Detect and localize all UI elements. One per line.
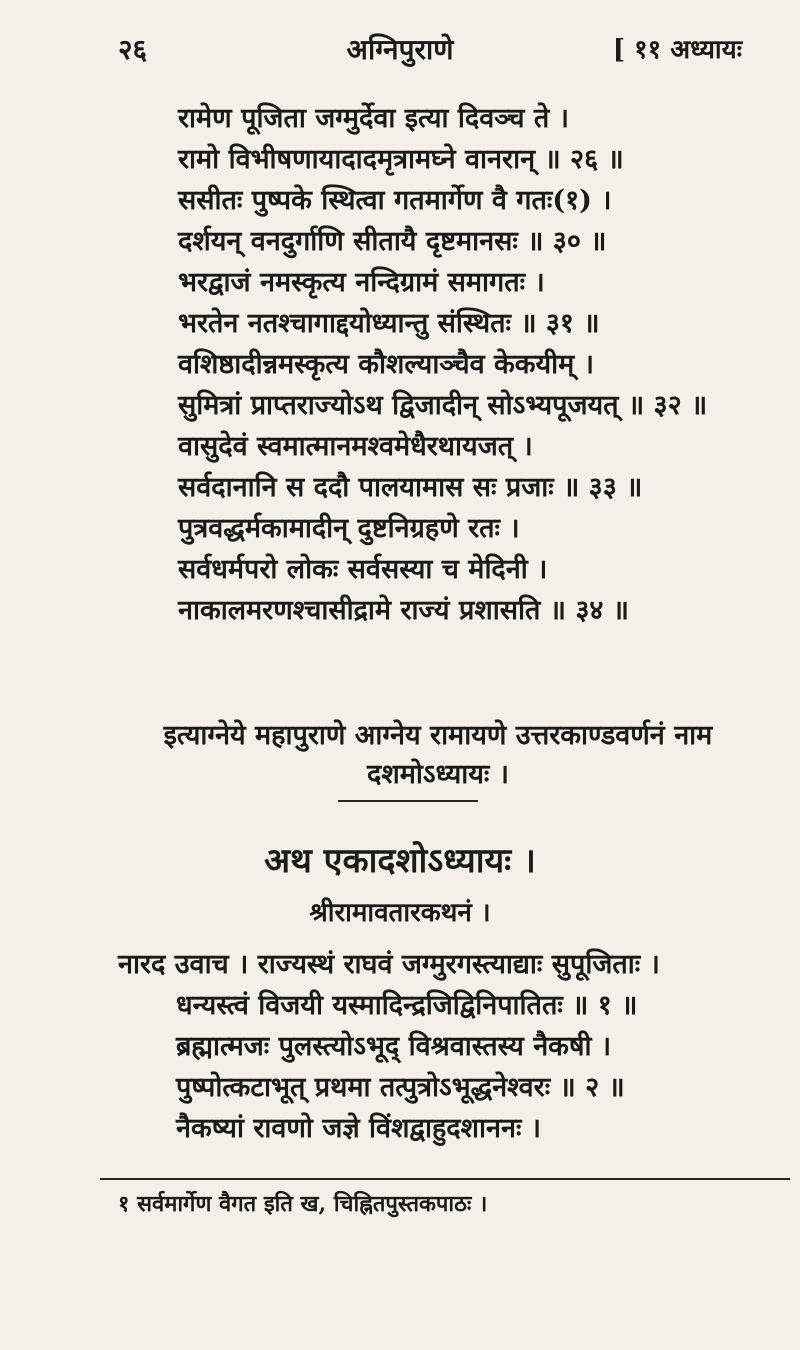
colophon-line: दशमोऽध्यायः । bbox=[367, 759, 509, 790]
chapter-subtitle: श्रीरामावतारकथनं । bbox=[309, 898, 491, 928]
verse-line: ब्रह्मात्मजः पुलस्त्योऽभूद् विश्रवास्तस्य नैकषी । bbox=[176, 1031, 612, 1062]
verse-line: भरद्वाजं नमस्कृत्य नन्दिग्रामं समागतः । bbox=[178, 267, 545, 298]
verse-line: वशिष्ठादीन्नमस्कृत्य कौशल्याञ्चैव केकयीम् । bbox=[178, 349, 594, 380]
verse-line: रामेण पूजिता जग्मुर्देवा इत्या दिवञ्च ते । bbox=[178, 103, 569, 134]
verse-line: नारद उवाच । राज्यस्थं राघवं जग्मुरगस्त्याद्याः सुपूजिताः । bbox=[118, 949, 660, 980]
verse-line: नैकष्यां रावणो जज्ञे विंशद्वाहुदशाननः । bbox=[176, 1113, 542, 1144]
page-number: २६ bbox=[118, 33, 148, 66]
verse-line: पुष्पोत्कटाभूत् प्रथमा तत्पुत्रोऽभूद्धनेश्वरः ॥ २ ॥ bbox=[176, 1072, 625, 1103]
footnote: १ सर्वमार्गेण वैगत इति ख, चिह्नितपुस्तकपाठः । bbox=[118, 1191, 488, 1217]
running-head: अग्निपुराणे bbox=[346, 33, 454, 66]
verse-line: भरतेन नतश्चागाद्दयोध्यान्तु संस्थितः ॥ ३१ ॥ bbox=[178, 308, 600, 339]
verse-line: पुत्रवद्धर्मकामादीन् दुष्टनिग्रहणे रतः । bbox=[178, 513, 520, 544]
section-divider bbox=[338, 800, 478, 802]
footnote-rule bbox=[100, 1178, 790, 1180]
page-header bbox=[0, 30, 800, 70]
colophon-line: इत्याग्नेये महापुराणे आग्नेय रामायणे उत्तरकाण्डवर्णनं नाम bbox=[163, 720, 713, 751]
verse-line: रामो विभीषणायादादमृत्रामघ्ने वानरान् ॥ २६ ॥ bbox=[178, 144, 624, 175]
verse-block-bottom bbox=[118, 944, 768, 1149]
chapter-title: अथ एकादशोऽध्यायः । bbox=[264, 841, 536, 881]
verse-line: वासुदेवं स्वमात्मानमश्वमेधैरथायजत् । bbox=[178, 431, 533, 462]
chapter-colophon bbox=[118, 716, 758, 794]
verse-line: सुमित्रां प्राप्तराज्योऽथ द्विजादीन् सोऽभ्यपूजयत् ॥ ३२ ॥ bbox=[178, 390, 708, 421]
verse-block-top bbox=[178, 98, 758, 631]
verse-line: नाकालमरणश्चासीद्रामे राज्यं प्रशासति ॥ ३४ ॥ bbox=[178, 595, 629, 626]
verse-line: ससीतः पुष्पके स्थित्वा गतमार्गेण वै गतः(१) । bbox=[178, 185, 612, 216]
verse-line: सर्वदानानि स ददौ पालयामास सः प्रजाः ॥ ३३ ॥ bbox=[178, 472, 643, 503]
verse-line: दर्शयन् वनदुर्गाणि सीतायै दृष्टमानसः ॥ ३० ॥ bbox=[178, 226, 607, 257]
verse-line: सर्वधर्मपरो लोकः सर्वसस्या च मेदिनी । bbox=[178, 554, 548, 585]
chapter-reference: [ ११ अध्यायः bbox=[612, 35, 742, 65]
verse-line: धन्यस्त्वं विजयी यस्मादिन्द्रजिद्विनिपातितः ॥ १ ॥ bbox=[176, 990, 638, 1021]
